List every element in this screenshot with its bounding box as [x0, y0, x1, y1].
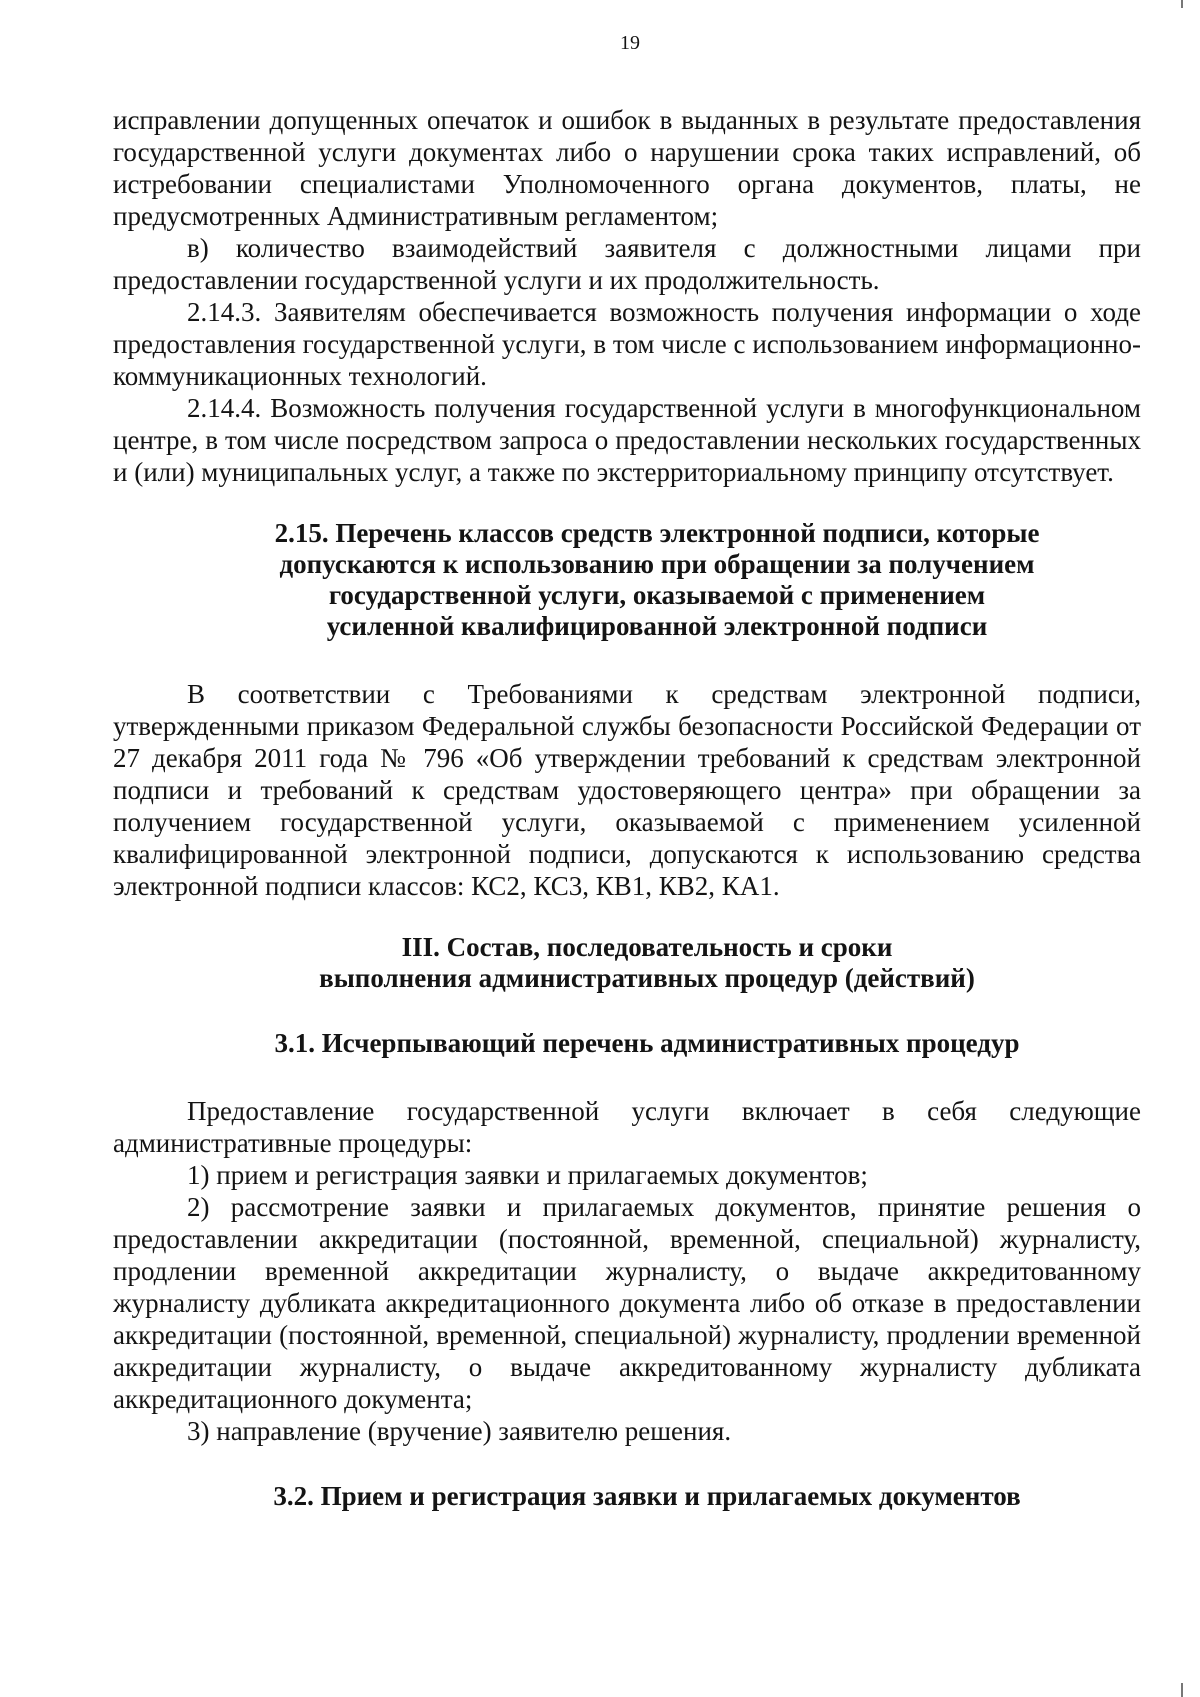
heading-2-15-line-2: допускаются к использованию при обращении за получением: [279, 549, 1035, 579]
paragraph-2-14-4: 2.14.4. Возможность получения государственной услуги в многофункциональном центре, в том числе посредством запроса о предоставлении нескольких государственных и (или) муниципальных услуг, а также по экстерриториальному принципу отсутствует.: [113, 393, 1141, 487]
heading-3-2: 3.2. Прием и регистрация заявки и прилагаемых документов: [273, 1481, 1021, 1511]
page-content: [113, 104, 1141, 1512]
paragraph-2-14-3: 2.14.3. Заявителям обеспечивается возможность получения информации о ходе предоставления государственной услуги, в том числе с использованием информационно-коммуникационных технологий.: [113, 297, 1141, 391]
procedure-item-1: 1) прием и регистрация заявки и прилагаемых документов;: [187, 1160, 868, 1190]
procedure-item-2: 2) рассмотрение заявки и прилагаемых документов, принятие решения о предоставлении аккредитации (постоянной, временной, специальной) журналисту, продлении временной аккредитации журналисту, о выдаче аккредитованному журналисту дубликата аккредитационного документа либо об отказе в предоставлении аккредитации (постоянной, временной, специальной) журналисту, продлении временной аккредитации журналисту, о выдаче аккредитованному журналисту дубликата аккредитационного документа;: [113, 1192, 1141, 1414]
paragraph-procedures-intro: Предоставление государственной услуги включает в себя следующие административные процедуры:: [113, 1096, 1141, 1158]
heading-section-3-line-2: выполнения административных процедур (действий): [319, 963, 975, 993]
heading-2-15-line-1: 2.15. Перечень классов средств электронной подписи, которые: [274, 518, 1040, 548]
page-number: 19: [620, 32, 640, 54]
paragraph-continuation: исправлении допущенных опечаток и ошибок в выданных в результате предоставления государственной услуги документах либо о нарушении срока таких исправлений, об истребовании специалистами Уполномоченного органа документов, платы, не предусмотренных Административным регламентом;: [113, 105, 1141, 231]
scan-mark-bottom-right: [1181, 1683, 1183, 1697]
paragraph-signature-classes: В соответствии с Требованиями к средствам электронной подписи, утвержденными приказом Федеральной службы безопасности Российской Федерации от 27 декабря 2011 года № 796 «Об утверждении требований к средствам электронной подписи и требований к средствам удостоверяющего центра» при обращении за получением государственной услуги, оказываемой с применением усиленной квалифицированной электронной подписи, допускаются к использованию средства электронной подписи классов: КС2, КС3, КВ1, КВ2, КА1.: [113, 679, 1141, 901]
heading-2-15-line-3: государственной услуги, оказываемой с применением: [328, 580, 986, 610]
heading-3-1: 3.1. Исчерпывающий перечень административных процедур: [274, 1028, 1020, 1058]
procedure-item-3: 3) направление (вручение) заявителю решения.: [187, 1416, 732, 1446]
paragraph-item-v: в) количество взаимодействий заявителя с должностными лицами при предоставлении государственной услуги и их продолжительность.: [113, 233, 1141, 295]
heading-2-15-line-4: усиленной квалифицированной электронной подписи: [326, 611, 988, 641]
scan-mark-top-right: [1181, 0, 1183, 8]
heading-2-15: [173, 518, 1141, 642]
heading-section-3-line-1: III. Состав, последовательность и сроки: [401, 932, 893, 962]
heading-section-3: [153, 932, 1141, 994]
